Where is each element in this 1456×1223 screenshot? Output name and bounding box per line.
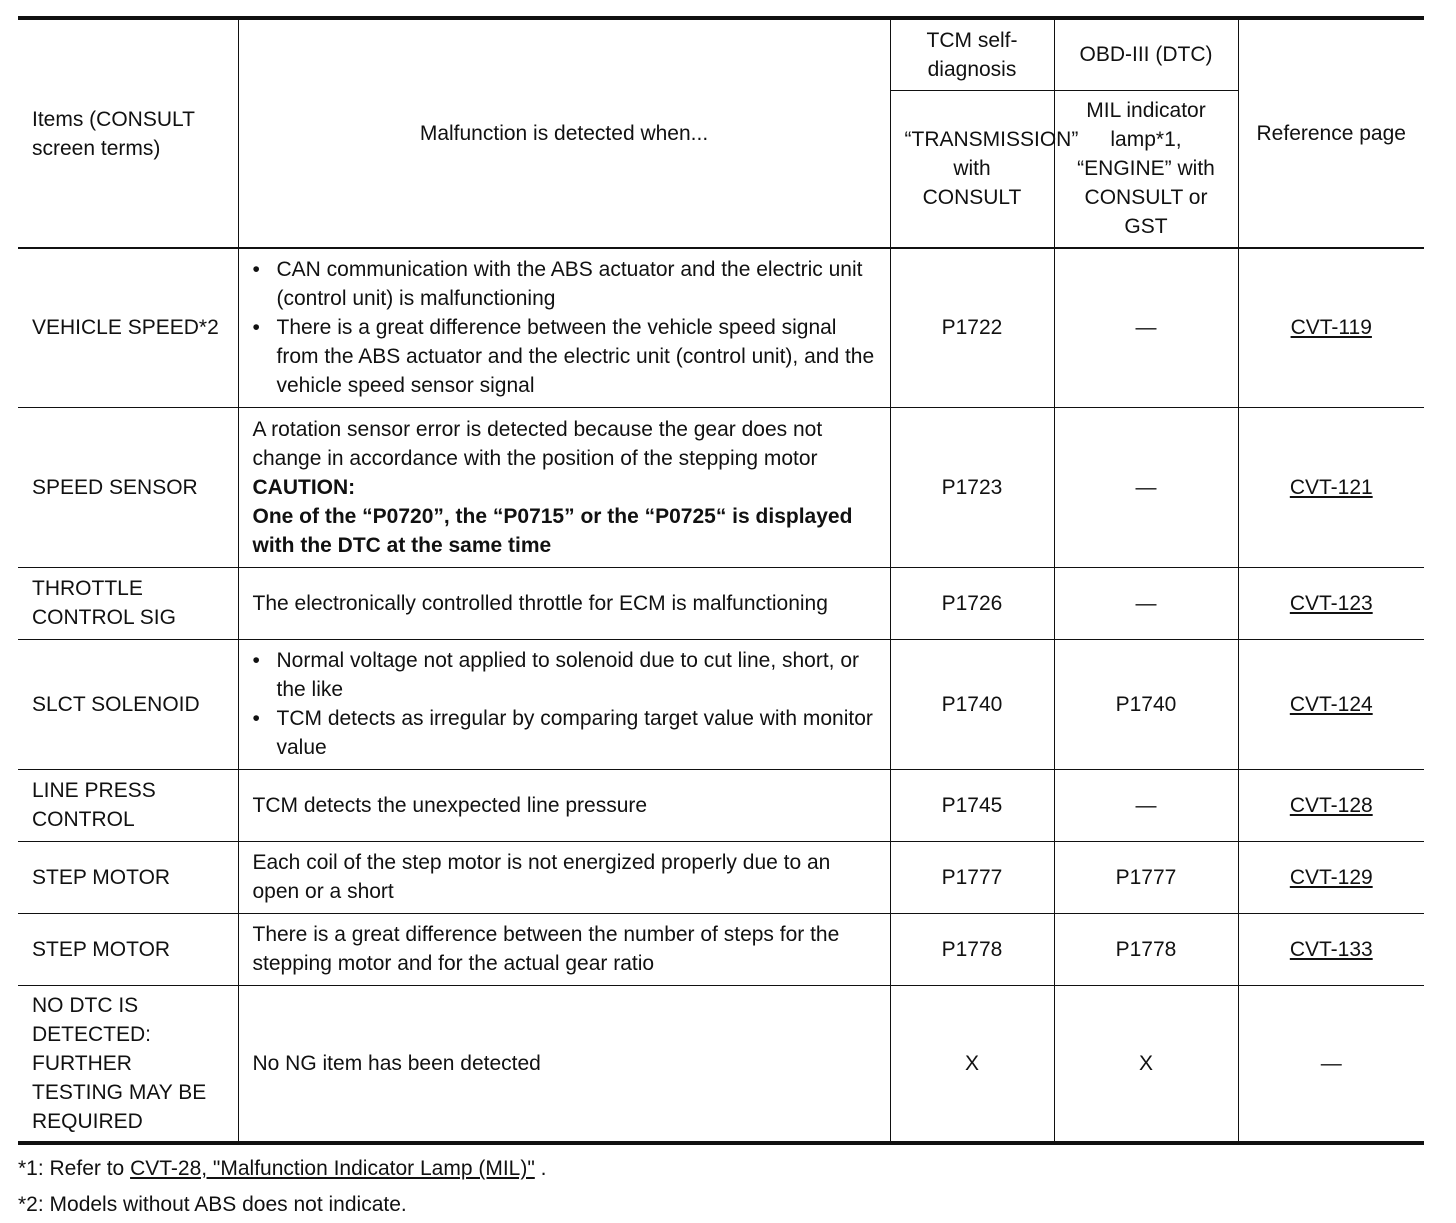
reference-cell: — [1238,985,1424,1143]
table-row [18,841,1424,913]
obd-code: — [1054,248,1238,407]
bullet-item: • TCM detects as irregular by comparing target value with monitor value [277,704,876,762]
header-reference: Reference page [1238,18,1424,248]
malfunction-cell [238,639,890,769]
tcm-code: P1778 [890,913,1054,985]
obd-code: — [1054,769,1238,841]
malfunction-cell: No NG item has been detected [238,985,890,1143]
item-cell: STEP MOTOR [18,841,238,913]
malfunction-cell: There is a great difference between the number of steps for the stepping motor and for the actual gear ratio [238,913,890,985]
caution-label: CAUTION: [252,475,356,499]
obd-code: P1740 [1054,639,1238,769]
bullet-item: • There is a great difference between the vehicle speed signal from the ABS actuator and the electric unit (control unit), and the vehicle speed sensor signal [277,313,876,400]
header-obd-sub: MIL indicator lamp*1, “ENGINE” with CONSULT or GST [1054,90,1238,248]
dtc-page [18,16,1424,1223]
tcm-code: P1726 [890,567,1054,639]
table-row [18,639,1424,769]
header-tcm-sub: “TRANSMISSION” with CONSULT [890,90,1054,248]
tcm-code: P1722 [890,248,1054,407]
reference-link[interactable]: CVT-129 [1238,841,1424,913]
tcm-code: P1777 [890,841,1054,913]
item-cell: LINE PRESS CONTROL [18,769,238,841]
caution-text: One of the “P0720”, the “P0715” or the “P0725“ is displayed with the DTC at the same time [252,504,853,557]
malfunction-cell [238,407,890,567]
footnote-1-prefix: *1: Refer to [18,1157,131,1180]
item-cell: VEHICLE SPEED*2 [18,248,238,407]
footnotes [18,1151,1424,1223]
table-row [18,567,1424,639]
bullet-item: • CAN communication with the ABS actuator and the electric unit (control unit) is malfunctioning [277,255,876,313]
header-obd-group: OBD-III (DTC) [1054,18,1238,90]
tcm-code: X [890,985,1054,1143]
malfunction-cell: The electronically controlled throttle for ECM is malfunctioning [238,567,890,639]
reference-link[interactable]: CVT-133 [1238,913,1424,985]
header-tcm-group: TCM self-diagnosis [890,18,1054,90]
table-row [18,985,1424,1143]
obd-code: P1778 [1054,913,1238,985]
malfunction-cell [238,248,890,407]
reference-link[interactable]: CVT-124 [1238,639,1424,769]
tcm-code: P1723 [890,407,1054,567]
malfunction-cell: TCM detects the unexpected line pressure [238,769,890,841]
header-items: Items (CONSULT screen terms) [18,18,238,248]
footnote-1-suffix: . [534,1157,547,1180]
malfunction-cell: Each coil of the step motor is not energized properly due to an open or a short [238,841,890,913]
item-cell: THROTTLE CONTROL SIG [18,567,238,639]
footnote-1 [18,1151,1424,1187]
obd-code: — [1054,407,1238,567]
reference-link[interactable]: CVT-119 [1238,248,1424,407]
item-cell: SLCT SOLENOID [18,639,238,769]
table-row [18,407,1424,567]
malfunction-text: A rotation sensor error is detected because the gear does not change in accordance with the position of the stepping motor [252,417,823,470]
reference-link[interactable]: CVT-121 [1238,407,1424,567]
table-row [18,769,1424,841]
footnote-1-link[interactable]: CVT-28, "Malfunction Indicator Lamp (MIL)" [130,1157,535,1180]
item-cell: NO DTC IS DETECTED: FURTHER TESTING MAY BE REQUIRED [18,985,238,1143]
item-cell: STEP MOTOR [18,913,238,985]
obd-code: X [1054,985,1238,1143]
tcm-code: P1745 [890,769,1054,841]
item-cell: SPEED SENSOR [18,407,238,567]
tcm-code: P1740 [890,639,1054,769]
table-row [18,913,1424,985]
header-malfunction: Malfunction is detected when... [238,18,890,248]
table-row [18,248,1424,407]
reference-link[interactable]: CVT-128 [1238,769,1424,841]
dtc-table [18,16,1424,1145]
obd-code: — [1054,567,1238,639]
footnote-2: *2: Models without ABS does not indicate. [18,1193,407,1216]
reference-link[interactable]: CVT-123 [1238,567,1424,639]
obd-code: P1777 [1054,841,1238,913]
bullet-item: • Normal voltage not applied to solenoid due to cut line, short, or the like [277,646,876,704]
